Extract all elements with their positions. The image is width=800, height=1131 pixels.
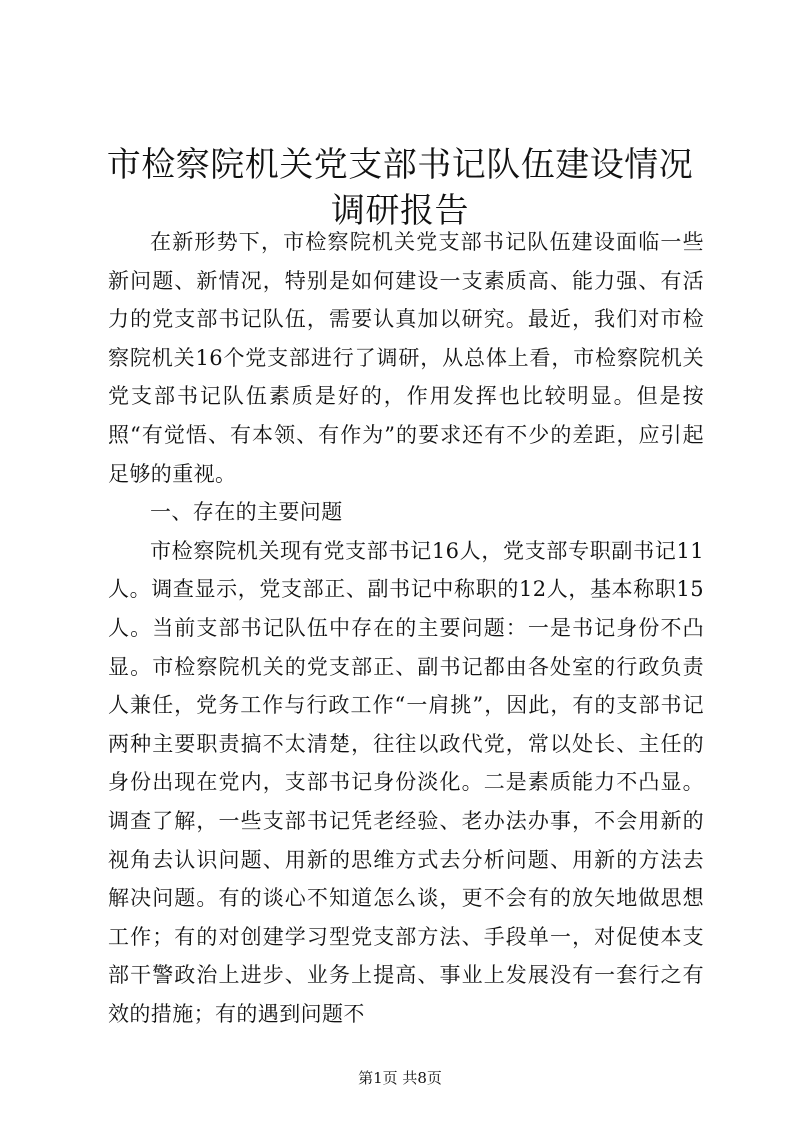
page-footer: 第1页 共8页	[358, 1069, 442, 1087]
section-heading: 一、存在的主要问题	[150, 500, 343, 525]
document-body	[108, 223, 704, 1033]
intro-paragraph: 在新形势下，市检察院机关党支部书记队伍建设面临一些新问题、新情况，特别是如何建设一支素质高、能力强、有活力的党支部书记队伍，需要认真加以研究。最近，我们对市检察院机关16个党支部进行了调研，从总体上看，市检察院机关党支部书记队伍素质是好的，作用发挥也比较明显。但是按照“有觉悟、有本领、有作为”的要求还有不少的差距，应引起足够的重视。	[108, 230, 704, 486]
document-title: 市检察院机关党支部书记队伍建设情况调研报告	[106, 145, 694, 231]
body-paragraph: 市检察院机关现有党支部书记16人，党支部专职副书记11人。调查显示，党支部正、副书记中称职的12人，基本称职15人。当前支部书记队伍中存在的主要问题：一是书记身份不凸显。市检察院机关的党支部正、副书记都由各处室的行政负责人兼任，党务工作与行政工作“一肩挑”，因此，有的支部书记两种主要职责搞不太清楚，往往以政代党，常以处长、主任的身份出现在党内，支部书记身份淡化。二是素质能力不凸显。调查了解，一些支部书记凭老经验、老办法办事，不会用新的视角去认识问题、用新的思维方式去分析问题、用新的方法去解决问题。有的谈心不知道怎么谈，更不会有的放矢地做思想工作；有的对创建学习型党支部方法、手段单一，对促使本支部干警政治上进步、业务上提高、事业上发展没有一套行之有效的措施；有的遇到问题不	[108, 538, 704, 1026]
